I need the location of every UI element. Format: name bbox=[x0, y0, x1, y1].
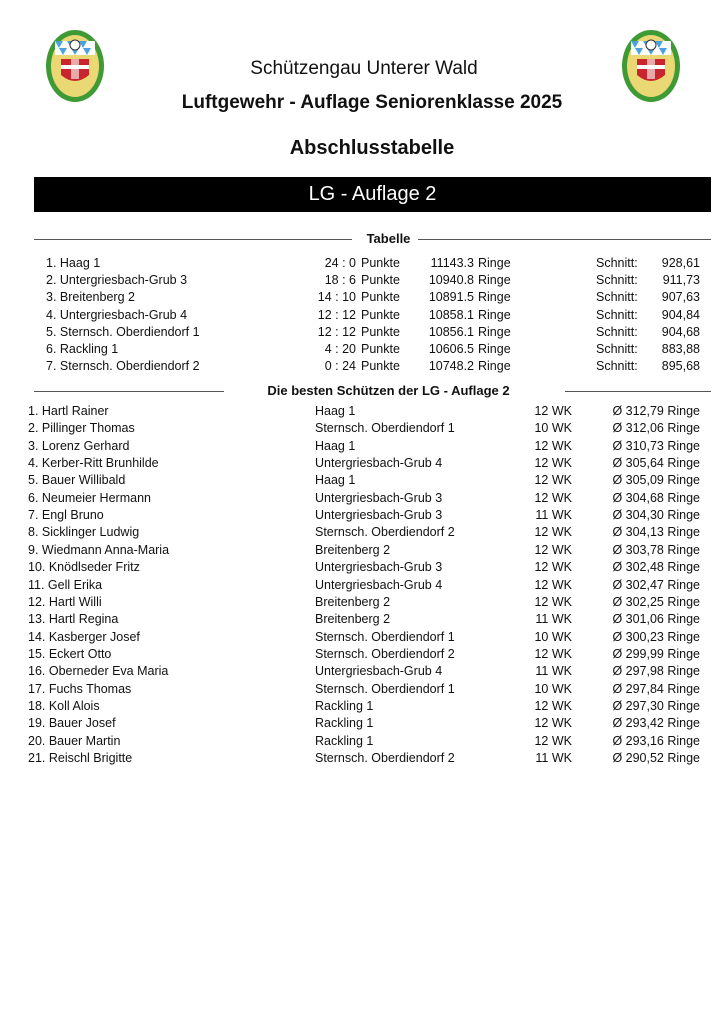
document-title: Luftgewehr - Auflage Seniorenklasse 2025 bbox=[181, 92, 563, 113]
average-rings: Ø 312,06 Ringe bbox=[612, 421, 700, 436]
team-name: 1. Haag 1 bbox=[46, 256, 101, 270]
shooter-name: 16. Oberneder Eva Maria bbox=[28, 664, 169, 679]
shooter-name: 8. Sicklinger Ludwig bbox=[28, 525, 140, 540]
table-row bbox=[0, 341, 728, 358]
table-row bbox=[0, 594, 728, 611]
average-rings: Ø 293,16 Ringe bbox=[612, 733, 700, 748]
rings-total: 10891.5 bbox=[428, 290, 474, 305]
shooter-team: Haag 1 bbox=[315, 438, 356, 453]
rings-label: Ringe bbox=[478, 342, 511, 356]
team-name: 2. Untergriesbach-Grub 3 bbox=[46, 273, 188, 288]
competition-count: 12 WK bbox=[534, 456, 572, 471]
rings-label: Ringe bbox=[478, 256, 511, 270]
shooters-divider bbox=[34, 382, 711, 400]
competition-count: 12 WK bbox=[534, 716, 572, 731]
competition-count: 12 WK bbox=[534, 404, 572, 418]
division-banner: LG - Auflage 2 bbox=[34, 177, 711, 212]
table-row bbox=[0, 698, 728, 715]
average-rings: Ø 310,73 Ringe bbox=[612, 438, 700, 453]
match-score: 24 : 0 bbox=[324, 256, 356, 270]
competition-count: 12 WK bbox=[534, 525, 572, 540]
shooter-team: Untergriesbach-Grub 4 bbox=[315, 664, 443, 679]
shooter-name: 4. Kerber-Ritt Brunhilde bbox=[28, 456, 159, 471]
points-label: Punkte bbox=[361, 359, 400, 374]
table-row bbox=[0, 490, 728, 507]
competition-count: 12 WK bbox=[534, 577, 572, 592]
competition-count: 12 WK bbox=[534, 594, 572, 609]
match-score: 12 : 12 bbox=[317, 307, 356, 322]
average-rings: Ø 290,52 Ringe bbox=[612, 751, 700, 765]
rings-label: Ringe bbox=[478, 359, 511, 374]
average-rings: Ø 297,84 Ringe bbox=[612, 681, 700, 696]
table-row bbox=[0, 455, 728, 472]
shooter-name: 11. Gell Erika bbox=[28, 577, 103, 592]
average-rings: Ø 301,06 Ringe bbox=[612, 612, 700, 627]
competition-count: 12 WK bbox=[534, 542, 572, 557]
shooter-name: 21. Reischl Brigitte bbox=[28, 751, 133, 765]
shooter-team: Untergriesbach-Grub 3 bbox=[315, 508, 443, 523]
table-row bbox=[0, 733, 728, 750]
points-label: Punkte bbox=[361, 290, 400, 305]
rings-total: 10940.8 bbox=[428, 273, 474, 288]
shooter-name: 15. Eckert Otto bbox=[28, 646, 112, 661]
average-value: 895,68 bbox=[661, 359, 700, 374]
competition-count: 12 WK bbox=[534, 698, 572, 713]
points-label: Punkte bbox=[361, 256, 400, 270]
rings-label: Ringe bbox=[478, 290, 511, 305]
match-score: 12 : 12 bbox=[317, 324, 356, 339]
table-row bbox=[0, 646, 728, 663]
organization-name: Schützengau Unterer Wald bbox=[250, 58, 478, 79]
shooter-name: 20. Bauer Martin bbox=[28, 733, 121, 748]
table-row bbox=[0, 272, 728, 289]
average-rings: Ø 304,68 Ringe bbox=[612, 490, 700, 505]
shooter-name: 9. Wiedmann Anna-Maria bbox=[28, 542, 170, 557]
shooter-team: Sternsch. Oberdiendorf 2 bbox=[315, 646, 455, 661]
shooter-name: 17. Fuchs Thomas bbox=[28, 681, 132, 696]
average-rings: Ø 305,64 Ringe bbox=[612, 456, 700, 471]
document-subtitle: Abschlusstabelle bbox=[289, 137, 455, 159]
shooter-team: Sternsch. Oberdiendorf 1 bbox=[315, 629, 455, 644]
shooter-name: 5. Bauer Willibald bbox=[28, 473, 126, 488]
shooter-team: Sternsch. Oberdiendorf 1 bbox=[315, 681, 455, 696]
shooter-team: Sternsch. Oberdiendorf 2 bbox=[315, 525, 455, 540]
competition-count: 12 WK bbox=[534, 438, 572, 453]
competition-count: 11 WK bbox=[535, 751, 572, 765]
average-label: Schnitt: bbox=[596, 290, 638, 305]
competition-count: 11 WK bbox=[535, 664, 572, 679]
average-value: 883,88 bbox=[661, 342, 700, 356]
average-label: Schnitt: bbox=[596, 256, 638, 270]
table-row bbox=[0, 629, 728, 646]
average-value: 928,61 bbox=[661, 256, 700, 270]
shooter-team: Haag 1 bbox=[315, 404, 356, 418]
competition-count: 12 WK bbox=[534, 733, 572, 748]
table-divider bbox=[34, 230, 711, 248]
shooter-team: Rackling 1 bbox=[315, 733, 374, 748]
points-label: Punkte bbox=[361, 324, 400, 339]
rings-label: Ringe bbox=[478, 273, 511, 288]
shooter-name: 12. Hartl Willi bbox=[28, 594, 102, 609]
table-row bbox=[0, 324, 728, 341]
competition-count: 11 WK bbox=[535, 612, 572, 627]
match-score: 18 : 6 bbox=[324, 273, 356, 288]
competition-count: 12 WK bbox=[534, 490, 572, 505]
shooter-team: Breitenberg 2 bbox=[315, 594, 391, 609]
average-label: Schnitt: bbox=[596, 273, 638, 288]
table-row bbox=[0, 663, 728, 680]
table-row bbox=[0, 507, 728, 524]
shooter-team: Sternsch. Oberdiendorf 1 bbox=[315, 421, 455, 436]
table-row bbox=[0, 472, 728, 489]
shooter-name: 1. Hartl Rainer bbox=[28, 404, 109, 418]
table-row bbox=[0, 715, 728, 732]
shooter-name: 18. Koll Alois bbox=[28, 698, 100, 713]
table-row bbox=[0, 559, 728, 576]
average-label: Schnitt: bbox=[596, 324, 638, 339]
table-section-label: Tabelle bbox=[366, 231, 411, 246]
competition-count: 10 WK bbox=[534, 629, 572, 644]
team-name: 5. Sternsch. Oberdiendorf 1 bbox=[46, 324, 200, 339]
match-score: 4 : 20 bbox=[324, 342, 356, 356]
average-rings: Ø 303,78 Ringe bbox=[612, 542, 700, 557]
team-name: 6. Rackling 1 bbox=[46, 342, 119, 356]
table-row bbox=[0, 255, 728, 272]
average-rings: Ø 302,25 Ringe bbox=[612, 594, 700, 609]
rings-label: Ringe bbox=[478, 324, 511, 339]
points-label: Punkte bbox=[361, 273, 400, 288]
shooter-team: Rackling 1 bbox=[315, 716, 374, 731]
average-label: Schnitt: bbox=[596, 307, 638, 322]
average-rings: Ø 304,13 Ringe bbox=[612, 525, 700, 540]
table-row bbox=[0, 403, 728, 420]
average-rings: Ø 297,98 Ringe bbox=[612, 664, 700, 679]
table-row bbox=[0, 542, 728, 559]
competition-count: 12 WK bbox=[534, 473, 572, 488]
average-value: 904,68 bbox=[661, 324, 700, 339]
shooter-team: Untergriesbach-Grub 4 bbox=[315, 456, 443, 471]
average-value: 911,73 bbox=[662, 273, 700, 288]
table-row bbox=[0, 611, 728, 628]
shooter-team: Sternsch. Oberdiendorf 2 bbox=[315, 751, 455, 765]
rings-total: 11143.3 bbox=[430, 256, 474, 270]
points-label: Punkte bbox=[361, 342, 400, 356]
shooter-team: Breitenberg 2 bbox=[315, 542, 391, 557]
average-value: 904,84 bbox=[661, 307, 700, 322]
average-label: Schnitt: bbox=[596, 342, 638, 356]
shooter-name: 13. Hartl Regina bbox=[28, 612, 119, 627]
average-rings: Ø 293,42 Ringe bbox=[612, 716, 700, 731]
competition-count: 10 WK bbox=[534, 681, 572, 696]
rings-total: 10858.1 bbox=[428, 307, 474, 322]
average-rings: Ø 302,48 Ringe bbox=[612, 560, 700, 575]
shooter-team: Untergriesbach-Grub 3 bbox=[315, 560, 443, 575]
shooter-name: 7. Engl Bruno bbox=[28, 508, 104, 523]
team-name: 7. Sternsch. Oberdiendorf 2 bbox=[46, 359, 200, 374]
table-row bbox=[0, 524, 728, 541]
shooter-name: 3. Lorenz Gerhard bbox=[28, 438, 130, 453]
shooters-section-label: Die besten Schützen der LG - Auflage 2 bbox=[267, 383, 510, 398]
shooter-name: 14. Kasberger Josef bbox=[28, 629, 140, 644]
competition-count: 12 WK bbox=[534, 646, 572, 661]
shooter-name: 19. Bauer Josef bbox=[28, 716, 116, 731]
competition-count: 12 WK bbox=[534, 560, 572, 575]
table-row bbox=[0, 358, 728, 375]
average-rings: Ø 300,23 Ringe bbox=[612, 629, 700, 644]
rings-label: Ringe bbox=[478, 307, 511, 322]
team-name: 3. Breitenberg 2 bbox=[46, 290, 135, 305]
shooter-team: Breitenberg 2 bbox=[315, 612, 391, 627]
average-rings: Ø 304,30 Ringe bbox=[612, 508, 700, 523]
match-score: 14 : 10 bbox=[317, 290, 356, 305]
points-label: Punkte bbox=[361, 307, 400, 322]
competition-count: 10 WK bbox=[534, 421, 572, 436]
average-label: Schnitt: bbox=[596, 359, 638, 374]
team-name: 4. Untergriesbach-Grub 4 bbox=[46, 307, 188, 322]
table-row bbox=[0, 438, 728, 455]
shooter-team: Untergriesbach-Grub 4 bbox=[315, 577, 443, 592]
rings-total: 10748.2 bbox=[428, 359, 474, 374]
average-value: 907,63 bbox=[661, 290, 700, 305]
table-row bbox=[0, 577, 728, 594]
competition-count: 11 WK bbox=[535, 508, 572, 523]
rings-total: 10856.1 bbox=[428, 324, 474, 339]
shooter-team: Haag 1 bbox=[315, 473, 356, 488]
shooter-name: 2. Pillinger Thomas bbox=[28, 421, 135, 436]
match-score: 0 : 24 bbox=[324, 359, 356, 374]
rings-total: 10606.5 bbox=[428, 342, 474, 356]
table-row bbox=[0, 420, 728, 437]
shooter-name: 6. Neumeier Hermann bbox=[28, 490, 151, 505]
shooter-name: 10. Knödlseder Fritz bbox=[28, 560, 140, 575]
shooter-team: Rackling 1 bbox=[315, 698, 374, 713]
table-row bbox=[0, 681, 728, 698]
average-rings: Ø 312,79 Ringe bbox=[612, 404, 700, 418]
average-rings: Ø 305,09 Ringe bbox=[612, 473, 700, 488]
table-row bbox=[0, 307, 728, 324]
table-row bbox=[0, 289, 728, 306]
table-row bbox=[0, 750, 728, 767]
average-rings: Ø 302,47 Ringe bbox=[612, 577, 700, 592]
shooter-team: Untergriesbach-Grub 3 bbox=[315, 490, 443, 505]
average-rings: Ø 299,99 Ringe bbox=[612, 646, 700, 661]
average-rings: Ø 297,30 Ringe bbox=[612, 698, 700, 713]
